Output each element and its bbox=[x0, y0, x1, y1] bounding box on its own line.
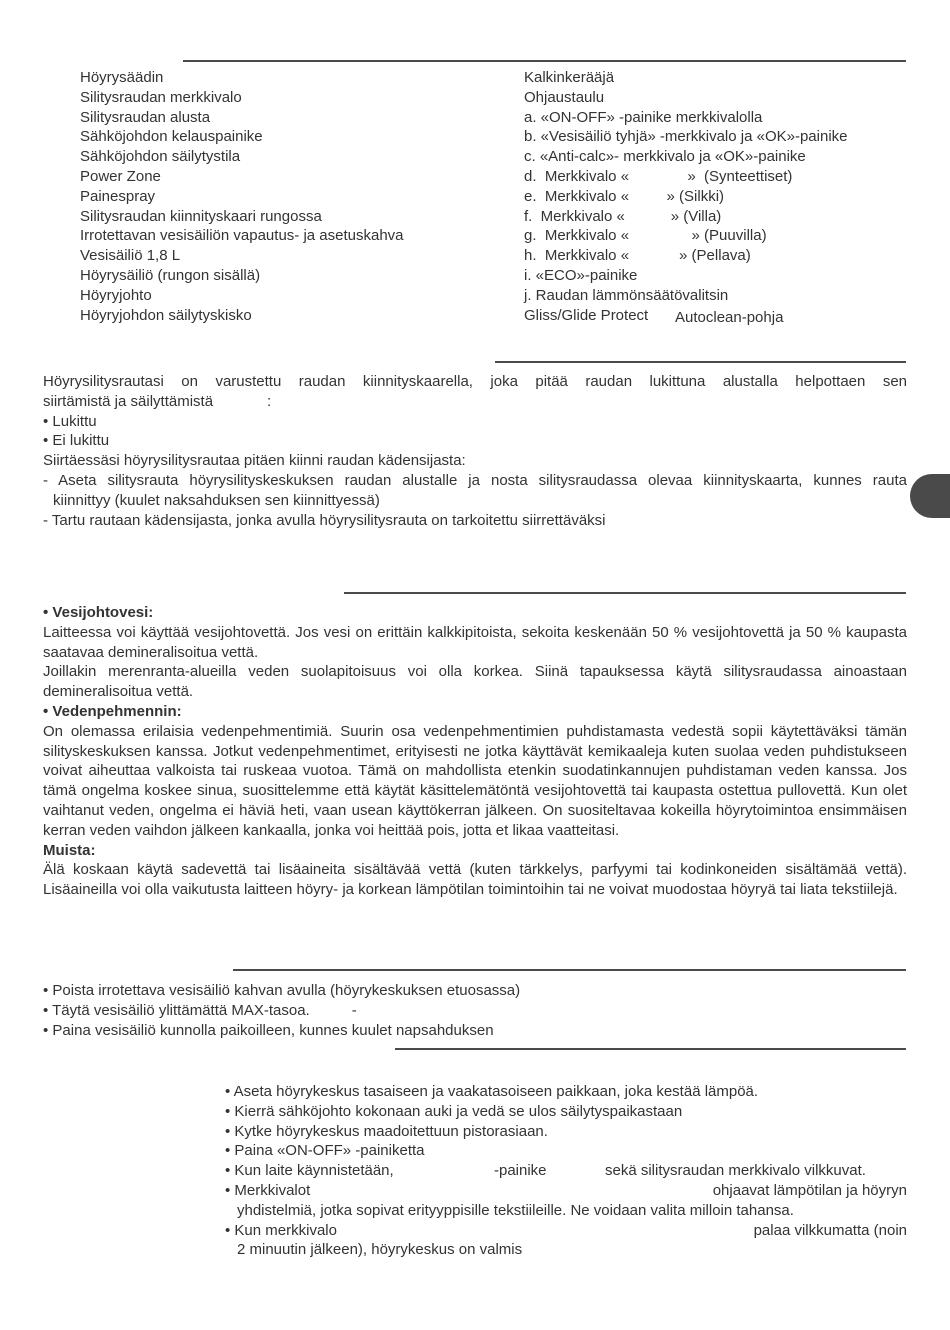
fill-bullet-dash: - bbox=[351, 1001, 357, 1019]
list-item: Höyryjohto bbox=[80, 286, 152, 304]
locking-intro-colon: : bbox=[267, 392, 272, 410]
start-bullet-blink-c: sekä silitysraudan merkkivalo vilkkuvat. bbox=[605, 1162, 866, 1180]
list-item: d. Merkkivalo « » (Synteettiset) bbox=[524, 167, 793, 185]
list-item: c. «Anti-calc»- merkkivalo ja «OK»-painike bbox=[524, 148, 806, 166]
start-bullet-cord: • Kierrä sähköjohto kokonaan auki ja vedä se ulos säilytyspaikastaan bbox=[225, 1102, 683, 1120]
start-bullet-lights-b: ohjaavat lämpötilan ja höyryn bbox=[712, 1181, 907, 1199]
list-item: Höyrysäädin bbox=[80, 69, 164, 86]
start-bullet-lights-a: • Merkkivalot bbox=[225, 1181, 311, 1199]
start-bullet-ready-cont: 2 minuutin jälkeen), höyrykeskus on valmis bbox=[237, 1241, 523, 1259]
fill-bullet-fill bbox=[43, 1001, 907, 1021]
section-rule-fill bbox=[233, 969, 906, 971]
fill-bullet-fill-text: • Täytä vesisäiliö ylittämättä MAX-tasoa. bbox=[43, 1001, 310, 1019]
fill-bullet-press: • Paina vesisäiliö kunnolla paikoilleen, kunnes kuulet napsahduksen bbox=[43, 1021, 494, 1039]
list-item: Vesisäiliö 1,8 L bbox=[80, 247, 181, 265]
start-bullet-ready bbox=[225, 1221, 907, 1241]
remember-paragraph: Älä koskaan käytä sadevettä tai lisäaineita sisältävää vettä (kuten tärkkelys, parfyymi tai kodinkoneiden sisältämää vettä). Lisäaineilla voi olla vaikutusta laitteen höyry- ja korkean lämpötilan toimintoihin tai ne voivat muodostaa höyryä tai liata tekstiilejä. bbox=[43, 861, 907, 899]
list-item: Silitysraudan kiinnityskaari rungossa bbox=[80, 207, 322, 225]
remember-heading: Muista: bbox=[43, 841, 96, 859]
list-item: Sähköjohdon kelauspainike bbox=[80, 128, 263, 146]
bullet-unlocked: • Ei lukittu bbox=[43, 432, 110, 450]
list-item: Silitysraudan merkkivalo bbox=[80, 88, 242, 106]
seaside-paragraph: Joillakin merenranta-alueilla veden suolapitoisuus voi olla korkea. Siinä tapauksessa käytä silitysraudassa ainoastaan demineralisoitua vettä. bbox=[43, 663, 907, 701]
list-item: g. Merkkivalo « » (Puuvilla) bbox=[524, 227, 767, 245]
section-rule-locking bbox=[495, 361, 906, 363]
list-item: a. «ON-OFF» -painike merkkivalolla bbox=[524, 108, 763, 126]
locking-step1: - Aseta silitysrauta höyrysilityskeskuksen raudan alustalle ja nosta silitysraudassa olevaa kiinnityskaarta, kunnes rauta bbox=[43, 471, 907, 489]
section-rule-water bbox=[344, 592, 906, 594]
list-item: Power Zone bbox=[80, 167, 161, 185]
list-item: b. «Vesisäiliö tyhjä» -merkkivalo ja «OK»-painike bbox=[524, 128, 848, 146]
start-section bbox=[225, 1082, 907, 1260]
list-item-gliss-glide: Gliss/Glide Protect bbox=[524, 307, 649, 324]
start-bullet-press-on: • Paina «ON-OFF» -painiketta bbox=[225, 1142, 425, 1160]
start-bullet-plug: • Kytke höyrykeskus maadoitettuun pistorasiaan. bbox=[225, 1122, 548, 1140]
start-bullet-ready-a: • Kun merkkivalo bbox=[225, 1221, 337, 1239]
fill-bullet-remove: • Poista irrotettava vesisäiliö kahvan avulla (höyrykeskuksen etuosassa) bbox=[43, 982, 521, 999]
start-bullet-place: • Aseta höyrykeskus tasaiseen ja vaakatasoiseen paikkaan, joka kestää lämpöä. bbox=[225, 1083, 759, 1100]
list-item: e. Merkkivalo « » (Silkki) bbox=[524, 187, 725, 205]
locking-intro-line1: Höyrysilitysrautasi on varustettu raudan kiinnityskaarella, joka pitää raudan lukittuna alustalla helpottaen sen bbox=[43, 373, 907, 390]
list-item: Sähköjohdon säilytystila bbox=[80, 148, 241, 166]
locking-step2: - Tartu rautaan kädensijasta, jonka avulla höyrysilitysrauta on tarkoitettu siirrettäväksi bbox=[43, 511, 606, 529]
start-bullet-lights bbox=[225, 1181, 907, 1201]
list-item: h. Merkkivalo « » (Pellava) bbox=[524, 247, 751, 265]
locking-intro-text: siirtämistä ja säilyttämistä bbox=[43, 392, 214, 410]
list-item: i. «ECO»-painike bbox=[524, 266, 638, 284]
section-rule-start bbox=[395, 1048, 906, 1050]
list-item: j. Raudan lämmönsäätövalitsin bbox=[524, 286, 729, 304]
parts-list-right bbox=[524, 68, 848, 306]
softener-paragraph: On olemassa erilaisia vedenpehmentimiä. Suurin osa vedenpehmentimien puhdistamasta vedestä sopii käytettäväksi tämän silityskeskuksen kanssa. Jotkut vedenpehmentimet, erityisesti ne jotka käyttävät kemikaaleja kuten suolaa veden puhdistukseen voivat aiheuttaa valkoista tai ruskeaa vuotoa. Tämä on mahdollista etenkin suodatinkannujen puhdistaman veden kanssa. Jos tämä ongelma koskee sinua, suosittelemme että käytät käsittelemätöntä vesijohtovettä tai kaupasta ostettua pullovettä. Kun olet vaihtanut veden, ongelma ei häviä heti, vaan usean käyttökerran jälkeen. On suositeltavaa kokeilla höyrytoimintoa ensimmäisen kerran veden vaihdon jälkeen kankaalla, jonka voi heittää pois, jotta et likaa vaatteitasi. bbox=[43, 722, 907, 839]
list-item: Painespray bbox=[80, 187, 156, 205]
list-item: Höyrysäiliö (rungon sisällä) bbox=[80, 266, 261, 284]
locking-section bbox=[43, 372, 907, 530]
list-item: Höyryjohdon säilytyskisko bbox=[80, 306, 252, 324]
tap-water-paragraph: Laitteessa voi käyttää vesijohtovettä. Jos vesi on erittäin kalkkipitoista, sekoita keskenään 50 % vesijohtovettä ja 50 % kaupasta saatavaa demineralisoitua vettä. bbox=[43, 623, 907, 661]
start-bullet-blink-b: -painike bbox=[494, 1162, 547, 1180]
list-item: Irrotettavan vesisäiliön vapautus- ja asetuskahva bbox=[80, 227, 404, 245]
locking-carry: Siirtäessäsi höyrysilitysrautaa pitäen kiinni raudan kädensijasta: bbox=[43, 452, 466, 470]
fill-section bbox=[43, 981, 907, 1040]
list-item: f. Merkkivalo « » (Villa) bbox=[524, 207, 722, 225]
list-item-autoclean: Autoclean-pohja bbox=[675, 309, 784, 326]
tap-water-heading: • Vesijohtovesi: bbox=[43, 604, 154, 621]
start-bullet-blink-a: • Kun laite käynnistetään, bbox=[225, 1162, 394, 1180]
start-bullet-lights-cont: yhdistelmiä, jotka sopivat erityyppisille tekstiileille. Ne voidaan valita milloin tahansa. bbox=[237, 1201, 794, 1219]
softener-heading: • Vedenpehmennin: bbox=[43, 702, 182, 720]
start-bullet-ready-b: palaa vilkkumatta (noin bbox=[753, 1221, 907, 1239]
section-rule-description bbox=[183, 60, 906, 62]
locking-step1-cont: kiinnittyy (kuulet naksahduksen sen kiinnittyessä) bbox=[53, 491, 380, 509]
language-tab bbox=[910, 474, 950, 518]
list-item: Kalkinkerääjä bbox=[524, 69, 615, 86]
list-item: Ohjaustaulu bbox=[524, 88, 605, 106]
list-item: Silitysraudan alusta bbox=[80, 108, 211, 126]
locking-intro-line2 bbox=[43, 392, 907, 412]
parts-list-left bbox=[80, 68, 404, 325]
start-bullet-blink bbox=[225, 1161, 907, 1181]
water-section bbox=[43, 603, 907, 900]
bullet-locked: • Lukittu bbox=[43, 412, 97, 430]
